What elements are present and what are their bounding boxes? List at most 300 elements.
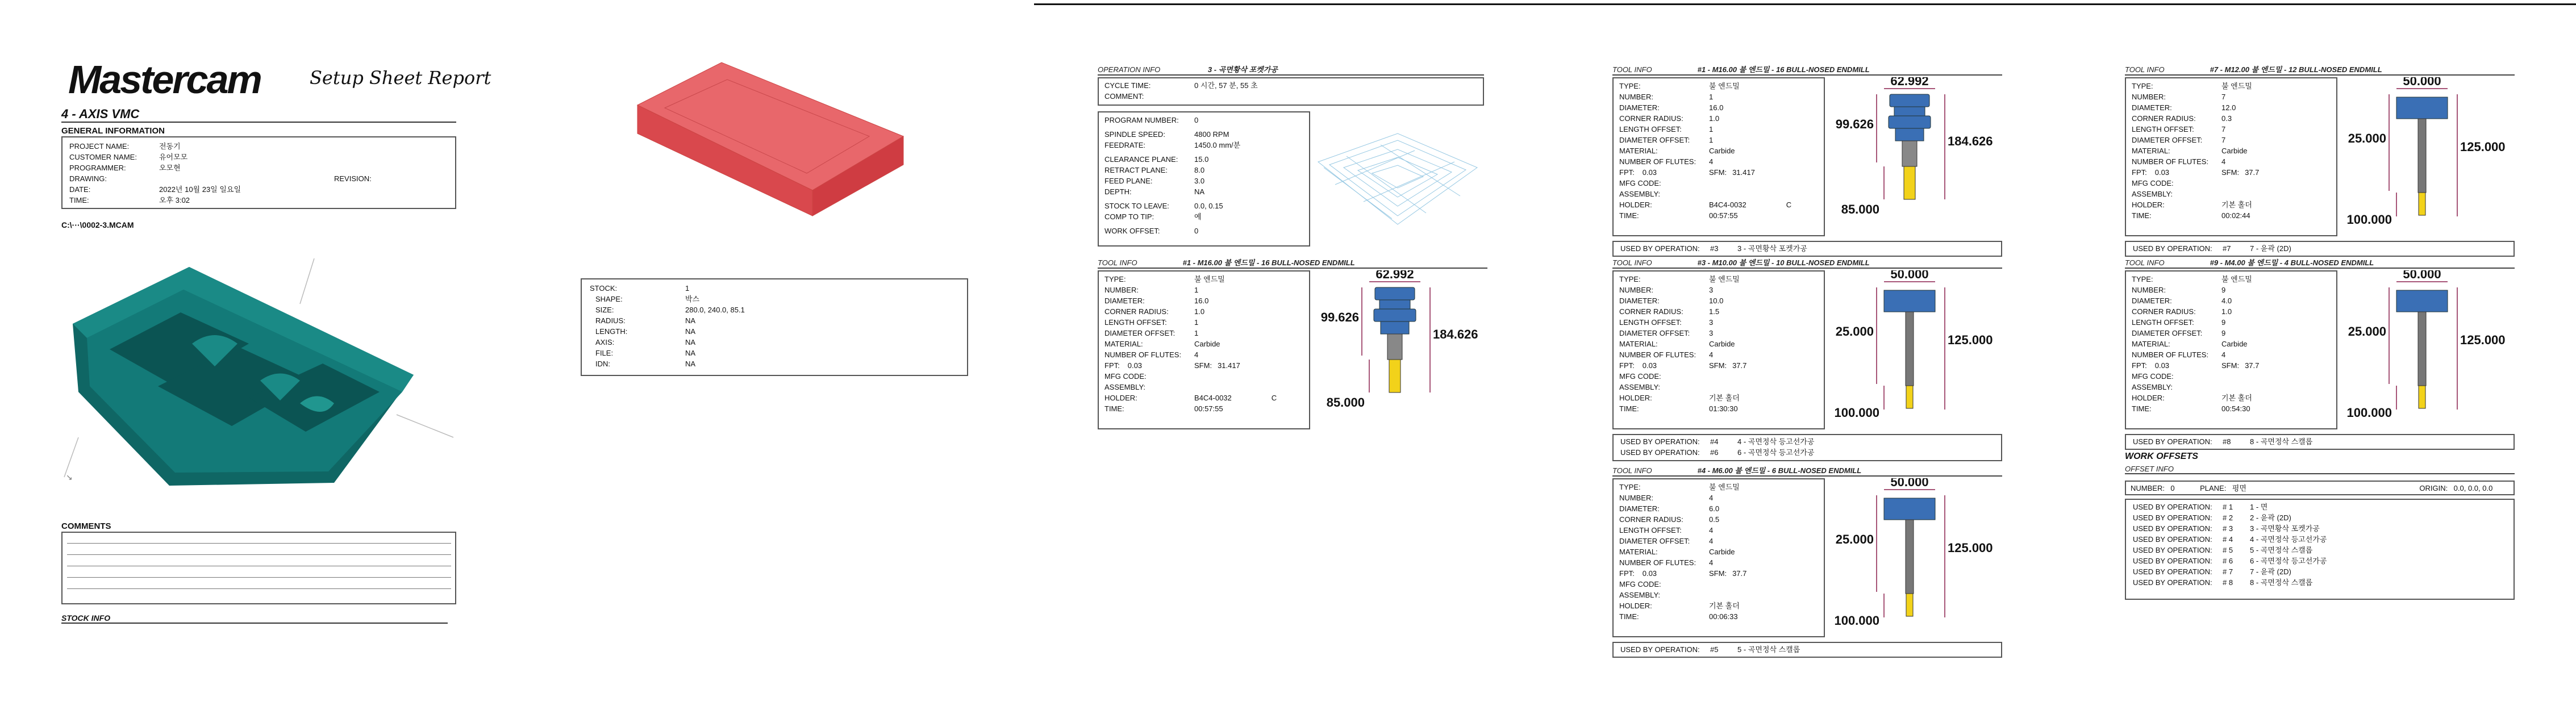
op-param-label: SPINDLE SPEED: [1104,130,1165,139]
tool-param-label: TIME: [1619,211,1639,220]
tool-param-label: CORNER RADIUS: [1619,307,1683,316]
tool-param-label: HOLDER: [2132,201,2165,209]
tool-sfm: 31.417 [1218,361,1240,370]
offset-origin: 0.0, 0.0, 0.0 [2453,484,2493,492]
tool-holder-extra: C [1786,201,1792,209]
tool-params-box [2125,77,2337,236]
dimension-label: 25.000 [1835,532,1874,546]
tool-title: #7 - M12.00 불 엔드밀 - 12 BULL-NOSED ENDMILL [2210,65,2382,74]
stock-info-header: STOCK INFO [61,613,111,623]
op-param-value: 3.0 [1194,177,1205,185]
holder-part [1379,300,1410,309]
tool-info-label: TOOL INFO [2125,65,2165,74]
used-by-row [1618,447,1816,458]
dimension-label: 99.626 [1320,310,1359,324]
used-by-op: # 7 [2223,567,2233,576]
tool-drawing [1823,270,2004,435]
tool-fpt: 0.03 [2154,361,2170,370]
op-param-label: DEPTH: [1104,187,1132,196]
used-by-label: USED BY OPERATION: [2133,567,2212,576]
tool-params-box [1612,478,1825,637]
cycle-time-box [1098,77,1484,106]
op-param-value: NA [1194,187,1205,196]
dimension-label: 99.626 [1835,117,1874,131]
tool-param-label: MFG CODE: [1619,372,1661,381]
tool-type: 불 엔드밀 [2221,82,2252,90]
dimension-label: 125.000 [2460,140,2506,154]
tool-param-label: TYPE: [2132,275,2153,283]
label: COMMENT: [1104,92,1144,101]
tool-diameter-offset: 7 [2221,136,2226,144]
used-by-name: 8 - 곡면정삭 스캘롭 [2250,578,2313,587]
tool-param-label: DIAMETER OFFSET: [1619,537,1690,545]
used-by-name: 6 - 곡면정삭 등고선가공 [1737,448,1815,457]
tool-length-offset: 1 [1194,318,1199,327]
tool-info-block [2125,257,2515,484]
cycle-time: 0 시간, 57 분, 55 초 [1194,81,1258,90]
op-param-row [1102,165,1243,176]
tool-param-label: TIME: [1104,404,1124,413]
tool-param-label: NUMBER OF FLUTES: [1619,157,1697,166]
dimension-label: 125.000 [2460,333,2506,347]
tool-type: 불 엔드밀 [1709,275,1740,283]
tool-length-offset: 3 [1709,318,1714,327]
op-param-row [1102,140,1243,151]
used-by-op: # 5 [2223,546,2233,554]
tool-param-label: MFG CODE: [2132,372,2174,381]
op-param-row [1102,211,1243,222]
tool-shank [1906,312,1914,386]
stock-row [587,304,747,315]
customer-name: 유어모모 [159,153,188,161]
tool-info-label: TOOL INFO [2125,258,2165,267]
tool-param-label: MATERIAL: [1619,340,1658,348]
dimension-label: 100.000 [2346,212,2392,227]
used-by-label: USED BY OPERATION: [1620,437,1700,446]
used-by-op: # 8 [2223,578,2233,587]
operation-params-box [1098,111,1310,247]
used-by-name: 5 - 곡면정삭 스캘롭 [2250,546,2313,554]
label: PLANE: [2200,484,2227,492]
holder-part [2396,290,2448,312]
offset-number: 0 [2170,484,2175,492]
op-param-row [1102,197,1243,211]
label: TIME: [69,196,89,204]
tool-param-label: DIAMETER: [2132,296,2172,305]
used-by-op: #7 [2223,244,2231,253]
offset-used-row [2131,502,2329,512]
part-render [61,250,459,494]
tool-param-label: LENGTH OFFSET: [1619,318,1682,327]
used-by-name: 7 - 윤곽 (2D) [2250,567,2291,576]
label: PROGRAMMER: [69,164,126,172]
offset-used-row [2131,577,2329,588]
tool-param-label: NUMBER: [2132,93,2166,101]
tool-param-label: MFG CODE: [1619,580,1661,588]
holder-part [1884,290,1935,312]
used-by-op: #5 [1710,645,1719,654]
tool-param-label: CORNER RADIUS: [2132,114,2196,123]
dimension-label: 100.000 [1834,613,1879,628]
used-by-label: USED BY OPERATION: [2133,503,2212,511]
tool-param-label: NUMBER: [1619,494,1653,502]
tool-time: 00:02:44 [2221,211,2250,220]
holder-part [1374,309,1416,321]
tool-title: #9 - M4.00 불 엔드밀 - 4 BULL-NOSED ENDMILL [2210,258,2374,267]
tool-param-label: HOLDER: [1619,201,1652,209]
tool-info-header [1098,257,1487,269]
op-param-value: 예 [1194,212,1202,221]
offset-used-row [2131,556,2329,566]
offset-used-row [2131,545,2329,556]
op-param-label: FEED PLANE: [1104,177,1153,185]
dimension-label: 25.000 [2348,131,2386,145]
tool-material: Carbide [2221,340,2248,348]
tool-params-box [1098,270,1310,429]
used-by-op: #6 [1710,448,1719,457]
tool-time: 00:57:55 [1709,211,1738,220]
tool-diameter: 10.0 [1709,296,1724,305]
op-param-label: WORK OFFSET: [1104,227,1160,235]
op-param-value: 0.0, 0.15 [1194,202,1223,210]
tool-param-label: ASSEMBLY: [2132,190,2173,198]
tool-param-label: NUMBER: [1104,286,1139,294]
tool-drawing [1823,77,2004,242]
used-by-op: #8 [2223,437,2231,446]
used-by-name: 4 - 곡면정삭 등고선가공 [2250,535,2327,544]
tool-info-label: TOOL INFO [1612,258,1652,267]
used-by-row [1618,243,1810,254]
tool-number: 7 [2221,93,2226,101]
label: CYCLE TIME: [1104,81,1151,90]
stock-row [587,326,747,337]
tool-flutes: 4 [1709,558,1714,567]
operation-header: OPERATION INFO 3 - 곡면황삭 포켓가공 [1098,64,1484,76]
op-param-label: PROGRAM NUMBER: [1104,116,1179,124]
tool-param-label: DIAMETER OFFSET: [1104,329,1176,337]
used-by-op: # 4 [2223,535,2233,544]
tool-param-label: ASSEMBLY: [2132,383,2173,391]
tool-number: 9 [2221,286,2226,294]
tool-param-label: NUMBER OF FLUTES: [2132,157,2209,166]
used-by-name: 6 - 곡면정삭 등고선가공 [2250,557,2327,565]
tool-info-header [1612,64,2002,76]
dimension-label: 62.992 [1890,77,1929,88]
tool-param-label: SFM: [2221,361,2240,370]
tool-params-box [1612,270,1825,429]
tool-material: Carbide [1709,147,1735,155]
tool-param-label: HOLDER: [1619,602,1652,610]
tool-title: #4 - M6.00 불 엔드밀 - 6 BULL-NOSED ENDMILL [1697,466,1862,475]
tool-fpt: 0.03 [1642,569,1657,578]
tool-param-label: FPT: [2132,168,2147,177]
tool-info-block [1098,257,1487,484]
tool-material: Carbide [1709,340,1735,348]
tool-corner-radius: 1.0 [2221,307,2232,316]
used-by-label: USED BY OPERATION: [2133,535,2212,544]
revision-label: REVISION: [334,174,372,183]
tool-param-label: TIME: [1619,612,1639,621]
used-by-row [1618,436,1816,447]
tool-length-offset: 1 [1709,125,1714,133]
dimension-label: 125.000 [1948,333,1993,347]
dimension-label: 184.626 [1433,327,1478,341]
tool-param-label: MATERIAL: [1104,340,1143,348]
tool-time: 00:06:33 [1709,612,1738,621]
stock-value: NA [685,338,696,346]
op-param-row [1102,186,1243,197]
offset-info-header: OFFSET INFO [2125,465,2515,474]
tool-length-offset: 7 [2221,125,2226,133]
tool-param-label: FPT: [1104,361,1120,370]
general-info-box [61,136,456,209]
tool-drawing [1823,478,2004,643]
tool-info-header [1612,257,2002,269]
toolpath-preview [1312,128,1483,230]
op-param-row [1102,222,1243,236]
tool-number: 1 [1709,93,1714,101]
stock-row [587,283,747,294]
used-by-row [2131,243,2294,254]
stock-label: LENGTH: [595,327,628,336]
tool-number: 4 [1709,494,1714,502]
comments-box [61,532,456,604]
dimension-label: 125.000 [1948,541,1993,555]
offset-plane: 평면 [2232,484,2246,492]
stock-label: STOCK: [590,284,618,293]
tool-sfm: 37.7 [1732,361,1747,370]
used-by-label: USED BY OPERATION: [2133,557,2212,565]
tool-sfm: 31.417 [1732,168,1755,177]
used-by-label: USED BY OPERATION: [2133,524,2212,533]
tool-holder: 기본 홀더 [2221,394,2252,402]
label: CUSTOMER NAME: [69,153,137,161]
tool-used-by-box [1612,241,2002,257]
tool-param-label: LENGTH OFFSET: [1619,526,1682,534]
op-param-label: STOCK TO LEAVE: [1104,202,1169,210]
dimension-label: 50.000 [2403,77,2441,88]
used-by-row [2131,436,2315,447]
used-by-op: # 2 [2223,513,2233,522]
tool-info-label: TOOL INFO [1612,65,1652,74]
comment [1192,91,1260,102]
tool-diameter: 6.0 [1709,504,1720,513]
op-param-label: FEEDRATE: [1104,141,1145,149]
stock-row [587,337,747,348]
tool-param-label: DIAMETER OFFSET: [1619,136,1690,144]
tool-param-label: SFM: [2221,168,2240,177]
dimension-label: 50.000 [1890,478,1929,489]
tool-flutes: 4 [2221,157,2226,166]
holder-part [1890,94,1929,107]
date: 2022년 10월 23일 일요일 [159,185,241,194]
tool-type: 불 엔드밀 [1709,483,1740,491]
tool-shank [1387,334,1402,360]
stock-row [587,315,747,326]
tool-param-label: NUMBER OF FLUTES: [1619,558,1697,567]
tool-param-label: DIAMETER OFFSET: [2132,329,2203,337]
tool-shank [1906,520,1914,594]
tool-info-block [1612,257,2002,484]
used-by-label: USED BY OPERATION: [2133,244,2212,253]
tool-param-label: ASSEMBLY: [1104,383,1146,391]
tool-used-by-box [2125,241,2515,257]
used-by-name: 2 - 윤곽 (2D) [2250,513,2291,522]
tool-info-header [2125,257,2515,269]
tool-holder-extra: C [1271,394,1277,402]
tool-used-by-box [1612,642,2002,658]
tool-param-label: TYPE: [1619,82,1641,90]
tool-length-offset: 9 [2221,318,2226,327]
used-by-name: 3 - 곡면황삭 포켓가공 [2250,524,2320,533]
tool-param-label: TYPE: [2132,82,2153,90]
holder-part [1889,116,1931,128]
tool-param-label: DIAMETER OFFSET: [2132,136,2203,144]
tool-flutes: 4 [2221,350,2226,359]
tool-param-label: NUMBER: [1619,93,1653,101]
holder-part [1895,128,1924,141]
tool-flutes: 4 [1709,157,1714,166]
op-param-value: 15.0 [1194,155,1209,164]
tool-flute [1389,360,1400,392]
tool-holder: 기본 홀더 [1709,602,1740,610]
tool-number: 1 [1194,286,1199,294]
used-by-name: 8 - 곡면정삭 스캘롭 [2250,437,2313,446]
tool-param-label: ASSEMBLY: [1619,190,1661,198]
tool-flute [2419,386,2425,408]
holder-part [1381,321,1409,334]
op-param-row [1102,151,1243,165]
tool-corner-radius: 1.5 [1709,307,1720,316]
tool-sfm: 37.7 [2245,361,2260,370]
label: PROJECT NAME: [69,142,130,151]
offset-used-row [2131,523,2329,534]
tool-corner-radius: 0.3 [2221,114,2232,123]
used-by-op: # 1 [2223,503,2233,511]
tool-type: 불 엔드밀 [2221,275,2252,283]
operation-params [1102,115,1243,236]
tool-shank [1902,141,1917,166]
stock-table [587,283,747,369]
tool-param-label: TYPE: [1104,275,1126,283]
machine-name: 4 - AXIS VMC [61,107,140,121]
op-param-value: 0 [1194,227,1199,235]
tool-info-label: TOOL INFO [1098,258,1137,267]
tool-param-label: NUMBER: [2132,286,2166,294]
stock-render [631,54,915,224]
used-by-op: #3 [1710,244,1719,253]
tool-param-label: DIAMETER: [1619,296,1660,305]
stock-label: FILE: [595,349,614,357]
offset-used-row [2131,512,2329,523]
used-by-label: USED BY OPERATION: [1620,448,1700,457]
tool-drawing [1308,270,1490,435]
label: NUMBER: [2131,484,2165,492]
stock-value: NA [685,360,696,368]
tool-title: #3 - M10.00 불 엔드밀 - 10 BULL-NOSED ENDMILL [1697,258,1870,267]
tool-diameter: 16.0 [1709,103,1724,112]
tool-param-label: SFM: [1709,361,1727,370]
tool-param-label: MATERIAL: [1619,548,1658,556]
tool-param-label: FPT: [2132,361,2147,370]
tool-holder: 기본 홀더 [1709,394,1740,402]
tool-used-by-box [1612,434,2002,461]
tool-corner-radius: 0.5 [1709,515,1720,524]
tool-param-label: TIME: [2132,404,2152,413]
tool-shank [2418,119,2426,193]
tool-diameter-offset: 3 [1709,329,1714,337]
tool-diameter: 16.0 [1194,296,1209,305]
tool-fpt: 0.03 [1127,361,1143,370]
offset-number-box [2125,481,2515,495]
stock-row [587,348,747,358]
used-by-name: 7 - 윤곽 (2D) [2250,244,2291,253]
tool-param-label: FPT: [1619,569,1635,578]
tool-param-label: CORNER RADIUS: [2132,307,2196,316]
tool-param-label: DIAMETER: [1619,504,1660,513]
tool-params-box [2125,270,2337,429]
tool-time: 00:57:55 [1194,404,1223,413]
dimension-label: 184.626 [1948,134,1993,148]
tool-type: 불 엔드밀 [1709,82,1740,90]
used-by-name: 1 - 면 [2250,503,2268,511]
used-by-op: #4 [1710,437,1719,446]
tool-param-label: TYPE: [1619,483,1641,491]
tool-type: 불 엔드밀 [1194,275,1225,283]
stock-value: NA [685,316,696,325]
offset-used-by-box [2125,499,2515,600]
op-param-label: CLEARANCE PLANE: [1104,155,1178,164]
op-param-value: 8.0 [1194,166,1205,174]
stock-label: SHAPE: [595,295,623,303]
offset-used-row [2131,566,2329,577]
tool-material: Carbide [1709,548,1735,556]
tool-flute [2419,193,2425,215]
tool-diameter: 12.0 [2221,103,2236,112]
stock-row [587,358,747,369]
tool-material: Carbide [2221,147,2248,155]
tool-number: 3 [1709,286,1714,294]
used-by-label: USED BY OPERATION: [1620,645,1700,654]
dimension-label: 25.000 [2348,324,2386,339]
tool-flute [1906,386,1913,408]
drawing [157,173,332,184]
tool-diameter-offset: 4 [1709,537,1714,545]
tool-param-label: CORNER RADIUS: [1619,114,1683,123]
page-1 [0,0,1034,710]
stock-value: NA [685,327,696,336]
file-path: C:\···\0002-3.MCAM [61,220,134,229]
tool-time: 01:30:30 [1709,404,1738,413]
tool-time: 00:54:30 [2221,404,2250,413]
tool-param-label: DIAMETER: [2132,103,2172,112]
tool-param-label: LENGTH OFFSET: [2132,125,2194,133]
tool-param-label: NUMBER OF FLUTES: [2132,350,2209,359]
dimension-label: 85.000 [1326,395,1365,410]
tool-param-label: ASSEMBLY: [1619,383,1661,391]
work-offsets-header: WORK OFFSETS [2125,452,2198,461]
tool-param-label: SFM: [1194,361,1212,370]
tool-param-label: CORNER RADIUS: [1619,515,1683,524]
tool-param-label: DIAMETER OFFSET: [1619,329,1690,337]
tool-param-label: LENGTH OFFSET: [1619,125,1682,133]
tool-fpt: 0.03 [1642,361,1657,370]
tool-drawing [2335,77,2517,242]
used-by-op: # 6 [2223,557,2233,565]
project-name: 전동기 [159,142,181,151]
tool-param-label: TIME: [2132,211,2152,220]
used-by-label: USED BY OPERATION: [2133,546,2212,554]
